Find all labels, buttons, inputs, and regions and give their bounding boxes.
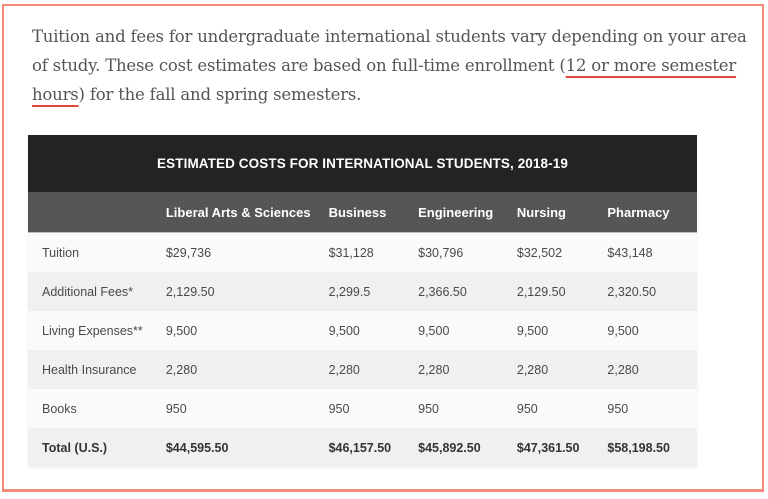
table-cell: 2,320.50 [607,272,697,311]
table-cell: $30,796 [418,233,517,273]
table-cell: 950 [418,389,517,428]
table-cell: 9,500 [418,311,517,350]
table-header-row [28,192,697,233]
intro-paragraph [32,22,762,109]
table-row-total [28,428,697,467]
table-cell: 2,129.50 [517,272,608,311]
table-cell: $32,502 [517,233,608,273]
international-costs-table [28,135,697,467]
table-title: ESTIMATED COSTS FOR INTERNATIONAL STUDENTS, 2018-19 [28,135,697,192]
table-cell: $46,157.50 [329,428,419,467]
table-row-books [28,389,697,428]
table-cell: $47,361.50 [517,428,608,467]
table-cell: 950 [517,389,608,428]
table-cell: 9,500 [166,311,329,350]
table-cell: 950 [329,389,419,428]
table-cell: $29,736 [166,233,329,273]
table-cell: 2,366.50 [418,272,517,311]
row-label: Health Insurance [28,350,166,389]
semester-hours-link[interactable]: 12 or more semester hours [32,56,737,104]
table-cell: 2,280 [517,350,608,389]
table-title-row [28,135,697,192]
row-label: Books [28,389,166,428]
table-row-tuition [28,233,697,273]
column-header-pharmacy: Pharmacy [607,192,697,233]
table-cell: $45,892.50 [418,428,517,467]
column-header-business: Business [329,192,419,233]
row-label: Total (U.S.) [28,428,166,467]
table-row-additional-fees [28,272,697,311]
column-header-nursing: Nursing [517,192,608,233]
row-label: Living Expenses** [28,311,166,350]
table-cell: 2,280 [329,350,419,389]
table-cell: 950 [607,389,697,428]
table-cell: 9,500 [517,311,608,350]
table-cell: 2,280 [418,350,517,389]
table-cell: $31,128 [329,233,419,273]
table-cell: 9,500 [607,311,697,350]
intro-text-before: Tuition and fees for undergraduate international students vary depending on your area of study. These cost estimates are based on full-time enrollment ( [32,27,747,75]
table-cell: 9,500 [329,311,419,350]
table-cell: $43,148 [607,233,697,273]
table-cell: 2,280 [607,350,697,389]
table-row-living-expenses [28,311,697,350]
table-cell: 950 [166,389,329,428]
intro-text-after: ) for the fall and spring semesters. [78,85,362,104]
table-cell: 2,129.50 [166,272,329,311]
table-row-health-insurance [28,350,697,389]
table-cell: $58,198.50 [607,428,697,467]
table-cell: 2,299.5 [329,272,419,311]
table-cell: 2,280 [166,350,329,389]
column-header-blank [28,192,166,233]
row-label: Tuition [28,233,166,273]
column-header-liberal-arts: Liberal Arts & Sciences [166,192,329,233]
column-header-engineering: Engineering [418,192,517,233]
table-cell: $44,595.50 [166,428,329,467]
row-label: Additional Fees* [28,272,166,311]
